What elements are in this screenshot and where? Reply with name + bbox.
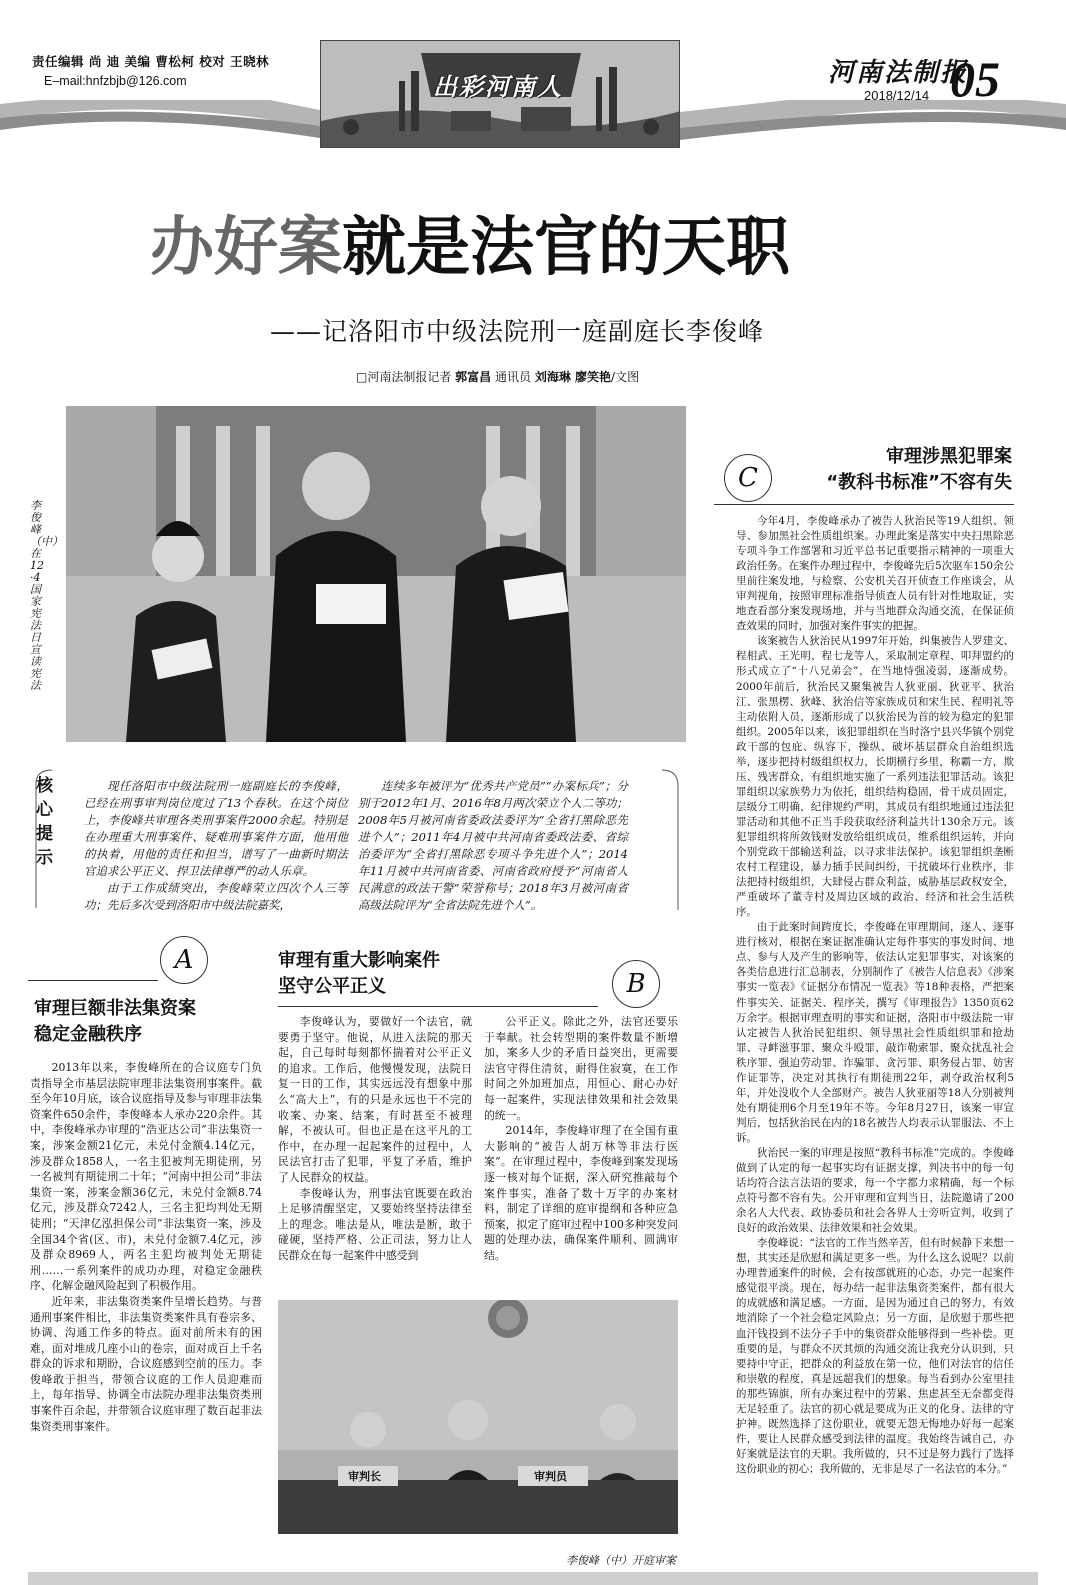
- section-a-body: [30, 1060, 262, 1434]
- section-c-para: 今年4月，李俊峰承办了被告人狄治民等19人组织、领导、参加黑社会性质组织案。办理此案是落实中央扫黑除恶专项斗争工作部署和习近平总书记重要指示精神的一项重大政治任务。在案件办理过程中，李俊峰先后5次驱车150余公里前往案发地，与检察、公安机关召开侦查工作座谈会，从审判视角，按照审理标准指导侦查人员有针对性地取证，实地查看部分案发现场地，并与当地群众沟通交流，在保证侦查效果的同时，加强对案件事实的把握。: [736, 515, 1014, 633]
- section-a-title-line2: 稳定金融秩序: [34, 1024, 142, 1045]
- judges-reading-photo: [66, 406, 686, 742]
- section-b-title: [278, 948, 440, 1000]
- section-b-title-line2: 坚守公平正义: [278, 976, 386, 997]
- section-a-rule: [28, 980, 158, 981]
- section-b-para: 李俊峰认为，要做好一个法官，就要勇于坚守。他说，从进入法院的那天起，自己每时每刻都怀揣着对公平正义的追求。工作后，他慢慢发现，法院日复一日的工作，其实远远没有想象中那么“高大上”，有的只是永远也干不完的收案、办案、结案，有时甚至不被理解，不被认可。但也正是在这平凡的工作中，在办理一起起案件的过程中，人民法官打击了犯罪，平复了矛盾，维护了人民群众的权益。: [278, 1015, 472, 1184]
- banner-title: 出彩河南人: [433, 73, 563, 101]
- core-tip-frame: [22, 760, 702, 920]
- section-c-title: [800, 444, 1012, 496]
- photo-courtroom: [278, 1300, 678, 1534]
- section-c-para: 狄治民一案的审理是按照“教科书标准”完成的。李俊峰做到了认定的每一起事实均有证据支撑，判决书中的每一句话均符合法言法语的要求，每一个字都力求精确，每一个标点符号都不容有失。公开审理和宣判当日，法院邀请了200余名人大代表、政协委员和社会各界人士旁听宣判，收到了良好的政治效果、法律效果和社会效果。: [736, 1146, 1014, 1235]
- section-b-rule: [278, 1006, 598, 1007]
- subheadline: ——记洛阳市中级法院刑一庭副庭长李俊峰: [270, 317, 765, 346]
- byline: [356, 368, 639, 385]
- section-c-rule: [714, 504, 1014, 505]
- section-a-title-line1: 审理巨额非法集资案: [34, 998, 196, 1019]
- page-number: 05: [950, 51, 1000, 107]
- section-c-body: [736, 514, 1014, 1477]
- courtroom-sign-left: 审判长: [348, 1470, 381, 1483]
- headline-part-b: 就是法官的天职: [342, 210, 790, 285]
- byline-prefix: □河南法制报记者: [356, 370, 452, 384]
- section-b-col2: [484, 1014, 678, 1264]
- section-c-title-line2: “教科书标准”不容有失: [826, 472, 1012, 493]
- section-b-para: 公平正义。除此之外，法官还要乐于奉献。社会转型期的案件数量不断增加，案多人少的矛盾日益突出，更需要法官守得住清贫，耐得住寂寞，在工作时间之外加班加点，用恒心、耐心办好每一起案件，实现法律效果和社会效果的统一。: [484, 1015, 678, 1122]
- core-tip-label: 核心提示: [36, 776, 53, 868]
- section-b-para: 李俊峰认为，刑事法官既要在政治上足够清醒坚定，又要始终坚持法律至上的理念。唯法是从，唯法是断，敢于碰硬，坚持严格、公正司法，努力让人民群众在每一起案件中感受到: [278, 1186, 472, 1262]
- byline-mid: 通讯员: [495, 370, 532, 384]
- headline: [150, 196, 930, 286]
- section-b-col1: [278, 1014, 472, 1264]
- photo2-caption: 李俊峰（中）开庭审案: [566, 1554, 676, 1567]
- section-c-para: 该案被告人狄治民从1997年开始，纠集被告人罗建文、程相武、王光明、程七龙等人，采取制定章程、叩拜盟约的形式成立了“十八兄弟会”，在当地恃强凌弱，逐渐成势。2000年前后，狄治民又聚集被告人狄亚丽、狄亚平、狄治江、张黑楞、狄峰、狄治信等家族成员和宋生民、程明礼等主动依附人员，逐渐形成了以狄治民为首的较为稳定的犯罪组织。2005年以来，该犯罪组织在当时洛宁县兴华镇个别党政干部的包庇、纵容下，操纵、破坏基层群众自治组织选举，逐步把持村级组织权力，长期横行乡里，称霸一方，欺压、残害群众，有组织地实施了一系列违法犯罪活动。该犯罪组织以家族势力为依托，组织结构稳固，骨干成员固定，层级分工明确，纪律规约严明，其成员有组织地通过违法犯罪活动和其他不正当手段获取经济利益共计130余万元。该犯罪组织将所敛钱财发放给组织成员，维系组织运转，并向个别党政干部输送利益，以寻求非法保护。该犯罪组织垄断农村工程建设，暴力插手民间纠纷，干扰破坏行业秩序，非法把持村级组织，大肆侵占群众利益，威胁基层政权安全，严重破坏了董寺村及周边区域的政治、经济和社会生活秩序。: [736, 635, 1014, 919]
- section-c-title-line1: 审理涉黑犯罪案: [886, 446, 1012, 467]
- core-tip-para: 由于工作成绩突出，李俊峰荣立四次个人三等功；先后多次受到洛阳市中级法院嘉奖，: [84, 881, 348, 912]
- byline-reporter: 郭富昌: [455, 370, 492, 384]
- byline-suffix: /文图: [611, 370, 640, 384]
- section-b-letter: B: [612, 960, 660, 1008]
- section-c-para: 由于此案时间跨度长，李俊峰在审理期间，逐人、逐事进行核对，根据在案证据准确认定每件事实的事发时间、地点、参与人及产生的影响等，依法认定犯罪事实，对该案的各类信息进行汇总制表，分别制作了《被告人信息表》《涉案事实一览表》《证据分布情况一览表》等18种表格，严把案件事实关、证据关、程序关，撰写《审理报告》1350页62万余字。根据审理查明的事实和证据，洛阳市中级法院一审认定被告人狄治民犯组织、领导黑社会性质组织罪和抢劫罪、寻衅滋事罪、聚众斗殴罪、敲诈勒索罪、聚众扰乱社会秩序罪、强迫劳动罪、诈骗罪、贪污罪、职务侵占罪、妨害作证罪等，决定对其执行有期徒刑22年，剥夺政治权利5年，并处没收个人全部财产。被告人狄亚丽等18人分别被判处有期徒刑6个月至19年不等。今年8月27日，该案一审宣判后，包括狄治民在内的18名被告人均表示认罪服法、不上诉。: [736, 921, 1014, 1144]
- courtroom-sign-right: 审判员: [534, 1470, 567, 1483]
- column-banner: [320, 40, 680, 148]
- section-b-para: 2014年，李俊峰审理了在全国有重大影响的“被告人胡万林等非法行医案”。在审理过程中，李俊峰到案发现场逐一核对每个证据，深入研究推敲每个案件事实，准备了数十万字的办案材料，制定了详细的庭审提纲和各种应急预案，拟定了庭审过程中100多种突发问题的处理办法，确保案件顺利、圆满审结。: [484, 1124, 678, 1262]
- byline-correspondents: 刘海琳 廖笑艳: [534, 370, 612, 384]
- photo1-caption: 李俊峰（中）在12·4国家宪法日宣读宪法: [30, 499, 63, 692]
- courtroom-photo: [278, 1300, 678, 1534]
- footer-bar: [28, 1572, 1038, 1585]
- section-c-letter: C: [724, 454, 772, 502]
- section-c-para: 李俊峰说：“法官的工作当然辛苦，但有时候静下来想一想，其实还是欣慰和满足更多一些。为什么这么说呢？以前办理普通案件的时候，会有按部就班的心态，办完一起案件感觉很平淡。现在，每办结一起非法集资类案件，都有很大的成就感和满足感。一方面，是因为通过自己的努力，有效地消除了一个社会稳定风险点；另一方面，是欣慰于那些把血汗钱投到不法分子手中的集资群众能够得到一些补偿。更重要的是，与群众不厌其烦的沟通交流让我充分认识到，只要持中守正，把群众的利益放在第一位，他们对法官的信任和崇敬的程度，真是远超我们的想象。每当看到办公室里挂的那些锦旗，所有办案过程中的劳累、焦虑甚至无奈都变得无足轻重了。法官的初心就是要成为正义的化身、法律的守护神。既然选择了这份职业，就要无怨无悔地办好每一起案件，要让人民群众感受到法律的温度。我始终告诫自己，办好案就是法官的天职。我所做的，只不过是努力践行了选择这份职业的初心；我所做的，无非是尽了一名法官的本分。”: [736, 1237, 1014, 1475]
- photo-constitution-reading: [66, 406, 686, 742]
- core-tip-para: 现任洛阳市中级法院刑一庭副庭长的李俊峰，已经在刑事审判岗位度过了13个春秋。在这个岗位上，李俊峰共审理各类刑事案件2000余起。特别是在办理重大刑事案件、疑难刑事案件方面，他用他的执着，用他的责任和担当，谱写了一曲新时期法官追求公平正义、捍卫法律尊严的动人乐章。: [84, 779, 348, 878]
- section-a-letter: A: [160, 936, 208, 984]
- masthead: [0, 0, 1066, 160]
- section-a-title: [34, 996, 196, 1048]
- headline-part-a: 办好案: [150, 210, 342, 285]
- section-a-para: 近年来，非法集资类案件呈增长趋势。与普通刑事案件相比，非法集资类案件具有卷宗多、协调、沟通工作多的特点。面对前所未有的困难，面对堆成几座小山的卷宗，面对成百上千名群众的诉求和期盼，合议庭感到空前的压力。李俊峰敢于担当，带领合议庭的工作人员迎难而上，每年指导、协调全市法院办理非法集资类刑事案件百余起，并带领合议庭审理了数百起非法集资类刑事案件。: [30, 1294, 262, 1433]
- section-b-title-line1: 审理有重大影响案件: [278, 950, 440, 971]
- editors-line: 责任编辑 尚 迪 美编 曹松柯 校对 王晓林: [32, 54, 270, 69]
- paper-logo: 河南法制报: [828, 58, 969, 88]
- editor-email: E–mail:hnfzbjb@126.com: [44, 74, 187, 88]
- issue-date: 2018/12/14: [864, 88, 930, 103]
- section-a-para: 2013年以来，李俊峰所在的合议庭专门负责指导全市基层法院审理非法集资刑事案件。截至今年10月底，该合议庭指导及参与审理非法集资案件650余件，李俊峰本人承办220余件。其中，李俊峰承办审理的“浩亚达公司”非法集资一案，涉案金额21亿元，未兑付金额4.14亿元，涉及群众1858人，一名主犯被判无期徒刑，另一名被判有期徒刑二十年；“河南中担公司”非法集资一案，涉案金额36亿元，未兑付金额8.74亿元，涉及群众7242人，三名主犯均判处无期徒刑；“天津亿泓担保公司”非法集资一案，涉及全国34个省(区、市)，未兑付金额7.4亿元，涉及群众8969人，两名主犯均被判处无期徒刑……一系列案件的成功办理，对稳定金融秩序、化解金融风险起到了积极作用。: [30, 1061, 262, 1293]
- core-tip-para: 连续多年被评为“优秀共产党员”“办案标兵”；分别于2012年1月、2016年8月两次荣立个人二等功；2008年5月被河南省委政法委评为“全省打黑除恶先进个人”；2011年4月被中共河南省委政法委、省综治委评为“全省打黑除恶专项斗争先进个人”；2014年11月被中共河南省委、河南省政府授予“河南省人民满意的政法干警”荣誉称号；2018年3月被河南省高级法院评为“全省法院先进个人”。: [358, 779, 628, 912]
